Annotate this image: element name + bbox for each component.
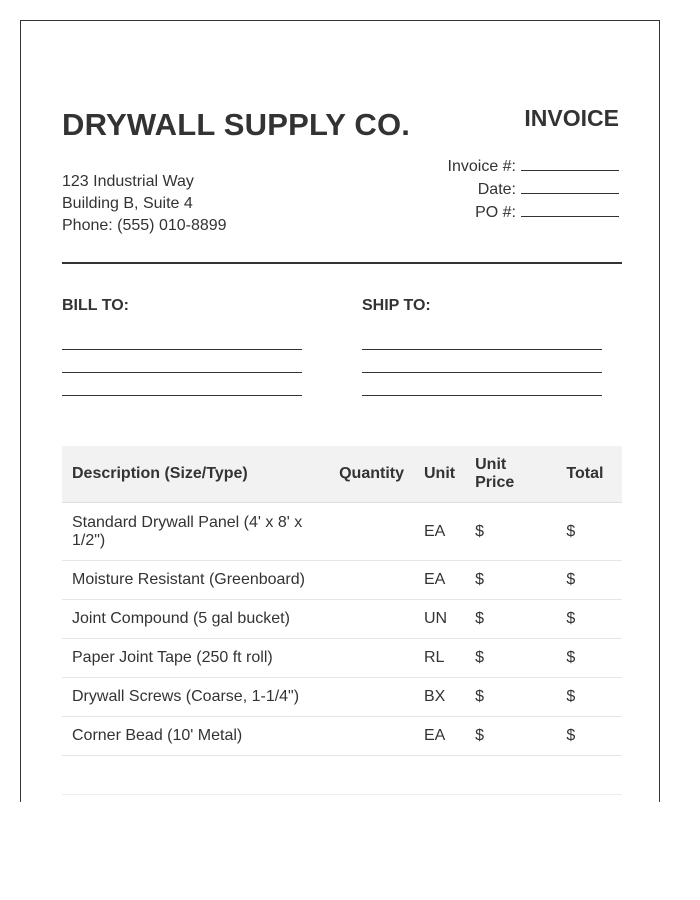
total-cell[interactable]: $ xyxy=(556,717,622,756)
unit-cell: EA xyxy=(414,717,465,756)
description-cell: Drywall Screws (Coarse, 1-1/4") xyxy=(62,678,329,717)
unit-price-cell[interactable] xyxy=(465,756,556,795)
bill-to-block xyxy=(62,297,302,396)
description-cell: Joint Compound (5 gal bucket) xyxy=(62,600,329,639)
ship-to-heading: SHIP TO: xyxy=(362,297,431,314)
description-cell[interactable] xyxy=(62,756,329,795)
unit-cell: EA xyxy=(414,561,465,600)
po-number-row xyxy=(448,201,619,224)
quantity-cell[interactable] xyxy=(329,503,414,561)
unit-cell: EA xyxy=(414,503,465,561)
table-row xyxy=(62,561,622,600)
total-cell[interactable] xyxy=(556,756,622,795)
total-cell[interactable]: $ xyxy=(556,678,622,717)
unit-price-cell[interactable]: $ xyxy=(465,561,556,600)
unit-price-cell[interactable]: $ xyxy=(465,503,556,561)
quantity-cell[interactable] xyxy=(329,600,414,639)
phone-line: Phone: (555) 010-8899 xyxy=(62,217,227,234)
date-row xyxy=(448,178,619,201)
company-name: DRYWALL SUPPLY CO. xyxy=(62,107,411,142)
total-header: Total xyxy=(556,446,622,503)
unit-header: Unit xyxy=(414,446,465,503)
table-row xyxy=(62,600,622,639)
ship-to-line[interactable] xyxy=(362,373,602,396)
description-cell: Corner Bead (10' Metal) xyxy=(62,717,329,756)
company-address xyxy=(62,171,227,237)
unit-cell: BX xyxy=(414,678,465,717)
bill-to-line[interactable] xyxy=(62,373,302,396)
table-row xyxy=(62,717,622,756)
quantity-cell[interactable] xyxy=(329,756,414,795)
ship-to-line[interactable] xyxy=(362,327,602,350)
total-cell[interactable]: $ xyxy=(556,503,622,561)
bill-to-line[interactable] xyxy=(62,327,302,350)
table-row xyxy=(62,678,622,717)
unit-cell: RL xyxy=(414,639,465,678)
quantity-cell[interactable] xyxy=(329,639,414,678)
unit-price-cell[interactable]: $ xyxy=(465,639,556,678)
invoice-title: INVOICE xyxy=(524,105,619,131)
unit-price-cell[interactable]: $ xyxy=(465,678,556,717)
po-number-field[interactable] xyxy=(521,201,619,217)
quantity-cell[interactable] xyxy=(329,678,414,717)
unit-price-cell[interactable]: $ xyxy=(465,600,556,639)
table-header-row xyxy=(62,446,622,503)
ship-to-line[interactable] xyxy=(362,350,602,373)
header-divider xyxy=(62,262,622,264)
table-row xyxy=(62,503,622,561)
address-line: Building B, Suite 4 xyxy=(62,195,193,212)
description-cell: Paper Joint Tape (250 ft roll) xyxy=(62,639,329,678)
quantity-header: Quantity xyxy=(329,446,414,503)
address-line: 123 Industrial Way xyxy=(62,173,194,190)
invoice-meta-fields xyxy=(448,155,619,224)
bill-to-heading: BILL TO: xyxy=(62,297,129,314)
unit-cell: UN xyxy=(414,600,465,639)
date-field[interactable] xyxy=(521,178,619,194)
po-number-label: PO #: xyxy=(475,204,516,221)
total-cell[interactable]: $ xyxy=(556,639,622,678)
invoice-number-label: Invoice #: xyxy=(447,158,516,175)
table-row xyxy=(62,639,622,678)
description-cell: Standard Drywall Panel (4' x 8' x 1/2") xyxy=(62,503,329,561)
ship-to-block xyxy=(362,297,602,396)
line-items-table xyxy=(62,446,622,795)
unit-price-cell[interactable]: $ xyxy=(465,717,556,756)
table-row-empty xyxy=(62,756,622,795)
description-cell: Moisture Resistant (Greenboard) xyxy=(62,561,329,600)
unit-cell[interactable] xyxy=(414,756,465,795)
invoice-number-row xyxy=(448,155,619,178)
total-cell[interactable]: $ xyxy=(556,561,622,600)
date-label: Date: xyxy=(477,181,516,198)
invoice-number-field[interactable] xyxy=(521,155,619,171)
quantity-cell[interactable] xyxy=(329,561,414,600)
unit-price-header: Unit Price xyxy=(465,446,556,503)
description-header: Description (Size/Type) xyxy=(62,446,329,503)
total-cell[interactable]: $ xyxy=(556,600,622,639)
quantity-cell[interactable] xyxy=(329,717,414,756)
bill-to-line[interactable] xyxy=(62,350,302,373)
invoice-sheet xyxy=(20,20,660,802)
